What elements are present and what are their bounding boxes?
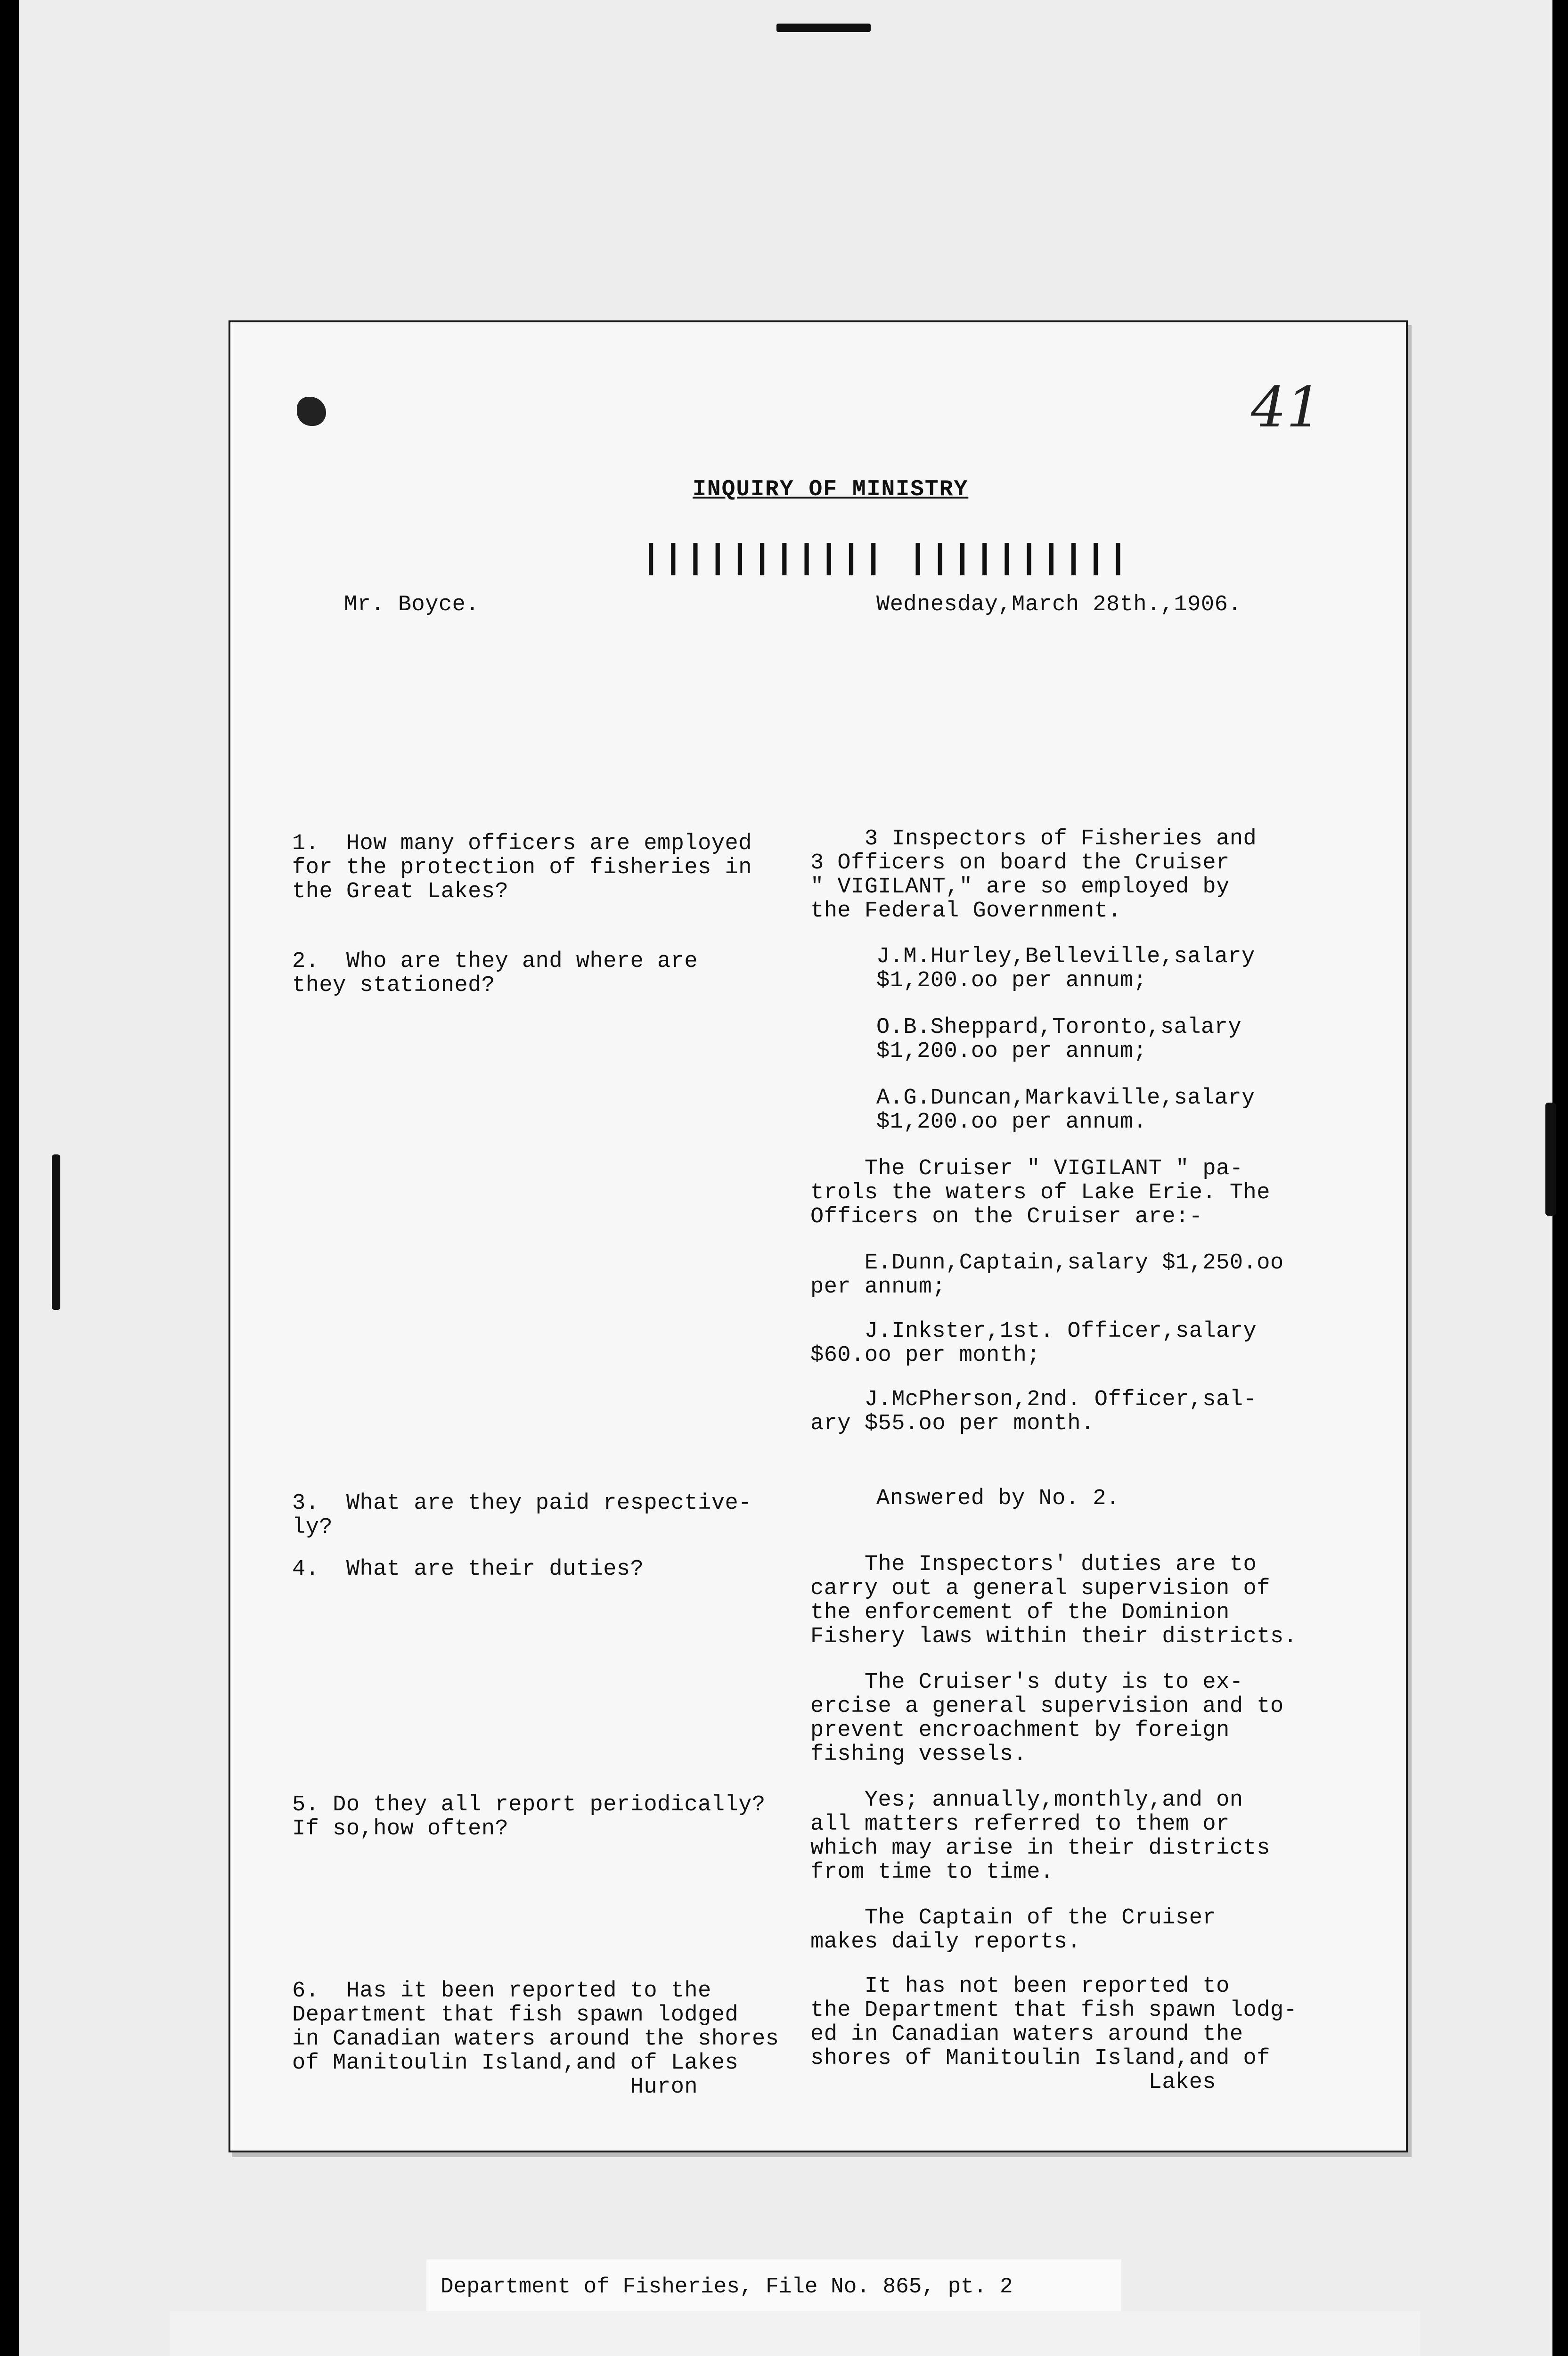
question-2: 2. Who are they and where are they stationed? — [292, 949, 698, 998]
title-separator: ||||||||||| |||||||||| — [641, 540, 1130, 578]
handwritten-page-number: 41 — [1251, 375, 1322, 440]
document-title: INQUIRY OF MINISTRY — [693, 477, 969, 502]
answer-2-captain: E.Dunn,Captain,salary $1,250.oo per annum; — [810, 1251, 1284, 1300]
question-4: 4. What are their duties? — [292, 1557, 644, 1582]
top-clip-mark — [776, 24, 871, 32]
answer-2-second-officer: J.McPherson,2nd. Officer,sal- ary $55.oo per month. — [810, 1387, 1257, 1436]
file-reference-tag: Department of Fisheries, File No. 865, pt. 2 — [426, 2259, 1121, 2321]
left-edge-mark — [52, 1154, 60, 1310]
answer-2-first-officer: J.Inkster,1st. Officer,salary $60.oo per month; — [810, 1319, 1257, 1368]
answer-4-inspectors: The Inspectors' duties are to carry out a general supervision of the enforcement of the Dominion Fishery laws within their districts. — [810, 1552, 1298, 1649]
question-1: 1. How many officers are employed for the protection of fisheries in the Great Lakes? — [292, 831, 752, 904]
question-6: 6. Has it been reported to the Department that fish spawn lodged in Canadian waters around the shores of Manitoulin Island,and of Lakes Huron — [292, 1979, 779, 2100]
answer-6: It has not been reported to the Department that fish spawn lodg- ed in Canadian waters around the shores of Manitoulin Island,and of Lakes — [810, 1974, 1298, 2095]
answer-4-cruiser: The Cruiser's duty is to ex- ercise a general supervision and to prevent encroachment by foreign fishing vessels. — [810, 1670, 1284, 1767]
answer-1: 3 Inspectors of Fisheries and 3 Officers on board the Cruiser " VIGILANT," are so employed by the Federal Government. — [810, 826, 1257, 924]
document-date: Wednesday,March 28th.,1906. — [876, 592, 1242, 617]
answer-3: Answered by No. 2. — [876, 1486, 1120, 1511]
addressee: Mr. Boyce. — [344, 592, 480, 617]
answer-5-reports: Yes; annually,monthly,and on all matters referred to them or which may arise in their districts from time to time. — [810, 1788, 1270, 1885]
right-edge-mark — [1545, 1103, 1556, 1216]
answer-5-captain: The Captain of the Cruiser makes daily reports. — [810, 1906, 1217, 1955]
answer-2-hurley: J.M.Hurley,Belleville,salary $1,200.oo per annum; — [876, 944, 1255, 993]
answer-2-cruiser: The Cruiser " VIGILANT " pa- trols the waters of Lake Erie. The Officers on the Cruiser are:- — [810, 1156, 1270, 1229]
answer-2-duncan: A.G.Duncan,Markaville,salary $1,200.oo per annum. — [876, 1086, 1255, 1135]
question-3: 3. What are they paid respective- ly? — [292, 1491, 752, 1540]
archives-stamp — [170, 2311, 1421, 2356]
question-5: 5. Do they all report periodically? If so,how often? — [292, 1792, 766, 1841]
answer-2-sheppard: O.B.Sheppard,Toronto,salary $1,200.oo per annum; — [876, 1015, 1242, 1064]
